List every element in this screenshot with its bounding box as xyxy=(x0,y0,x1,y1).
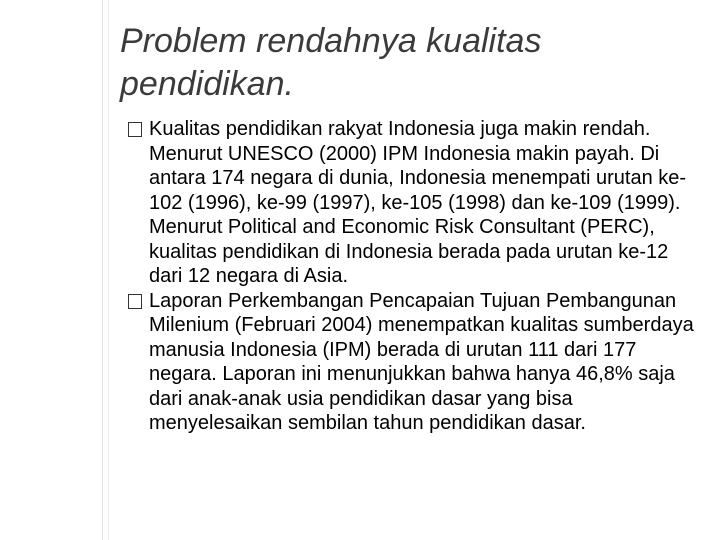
slide-title: Problem rendahnya kualitas pendidikan. xyxy=(120,22,542,103)
bullet-list xyxy=(128,117,703,436)
square-bullet-icon xyxy=(128,122,142,137)
slide-frame-line-inner xyxy=(108,0,109,540)
bullet-text: Laporan Perkembangan Pencapaian Tujuan Pembangunan Milenium (Februari 2004) menempatkan kualitas sumberdaya manusia Indonesia (IPM) berada di urutan 111 dari 177 negara. Laporan ini menunjukkan bahwa hanya 46,8% saja dari anak-anak usia pendidikan dasar yang bisa menyelesaikan sembilan tahun pendidikan dasar. xyxy=(149,289,694,434)
square-bullet-icon xyxy=(128,294,142,309)
bullet-text: Kualitas pendidikan rakyat Indonesia juga makin rendah. Menurut UNESCO (2000) IPM Indonesia makin payah. Di antara 174 negara di dunia, Indonesia menempati urutan ke-102 (1996), ke-99 (1997), ke-105 (1998) dan ke-109 (1999). Menurut Political and Economic Risk Consultant (PERC), kualitas pendidikan di Indonesia berada pada urutan ke-12 dari 12 negara di Asia. xyxy=(149,118,687,287)
slide-frame-line xyxy=(102,0,103,540)
bullet-item-unesco xyxy=(128,117,703,289)
bullet-item-mdg-report xyxy=(128,289,703,436)
